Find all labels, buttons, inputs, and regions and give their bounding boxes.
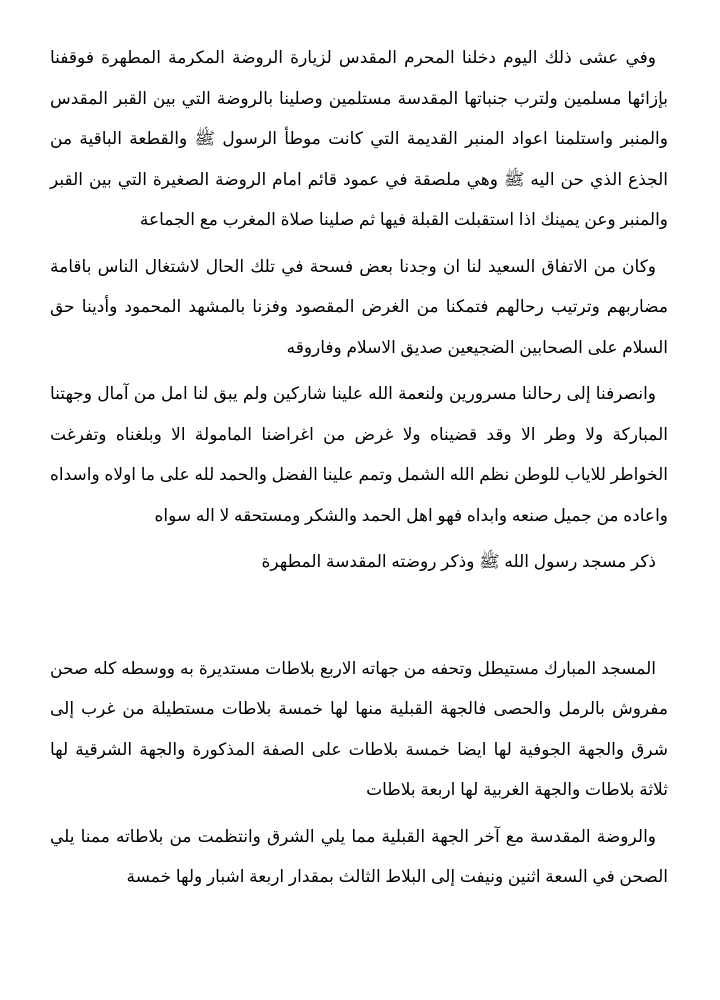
paragraph-mosque-description: المسجد المبارك مستيطل وتحفه من جهاته الاربع بلاطات مستديرة به ووسطه كله صحن مفروش بالرمل والحصى فالجهة القبلية منها لها خمسة بلاطات مستطيلة من غرب إلى شرق والجهة الجوفية لها ايضا خمسة بلاطات على الصفة المذكورة والجهة الشرقية لها ثلاثة بلاطات والجهة الغربية لها اربعة بلاطات <box>50 658 668 799</box>
paragraph-rawda-description: والروضة المقدسة مع آخر الجهة القبلية مما يلي الشرق وانتظمت من بلاطاته ممنا يلي الصحن في السعة اثنين ونيفت إلى البلاط الثالث بمقدار اربعة اشبار ولها خمسة <box>50 826 668 886</box>
section-title: ذكر مسجد رسول الله ﷺ وذكر روضته المقدسة المطهرة <box>261 552 656 571</box>
paragraph-return-to-camp: وانصرفنا إلى رحالنا مسرورين ولنعمة الله علينا شاركين ولم يبق لنا امل من آمال وجهتنا المباركة ولا وطر الا وقد قضيناه ولا غرض من اغراضنا المامولة الا وبلغناه وتفرغت الخواطر للاياب للوطن نظم الله الشمل وتمم علينا الفضل والحمد لله على ما اولاه واسداه واعاده من جميل صنعه وابداه فهو اهل الحمد والشكر ومستحقه لا اله سواه <box>50 384 668 525</box>
paragraph-fortunate-opportunity: وكان من الاتفاق السعيد لنا ان وجدنا بعض فسحة في تلك الحال لاشتغال الناس باقامة مضاربهم وترتيب رحالهم فتمكنا من الغرض المقصود وفزنا بالمشهد المحمود وأدينا حق السلام على الصحابين الضجيعين صديق الاسلام وفاروقه <box>50 256 668 357</box>
paragraph-visit-rawda: وفي عشى ذلك اليوم دخلنا المحرم المقدس لزيارة الروضة المكرمة المطهرة فوقفنا بإزائها مسلمين ولترب جنباتها المقدسة مستلمين وصلينا بالروضة التي بين القبر المقدس والمنبر واستلمنا اعواد المنبر القديمة التي كانت موطأ الرسول ﷺ والقطعة الباقية من الجذع الذي حن اليه ﷺ وهي ملصقة في عمود قائم امام الروضة الصغيرة التي بين القبر والمنبر وعن يمينك اذا استقبلت القبلة فيها ثم صلينا صلاة المغرب مع الجماعة <box>50 48 668 229</box>
section-spacer <box>50 583 668 649</box>
document-page <box>50 38 668 898</box>
